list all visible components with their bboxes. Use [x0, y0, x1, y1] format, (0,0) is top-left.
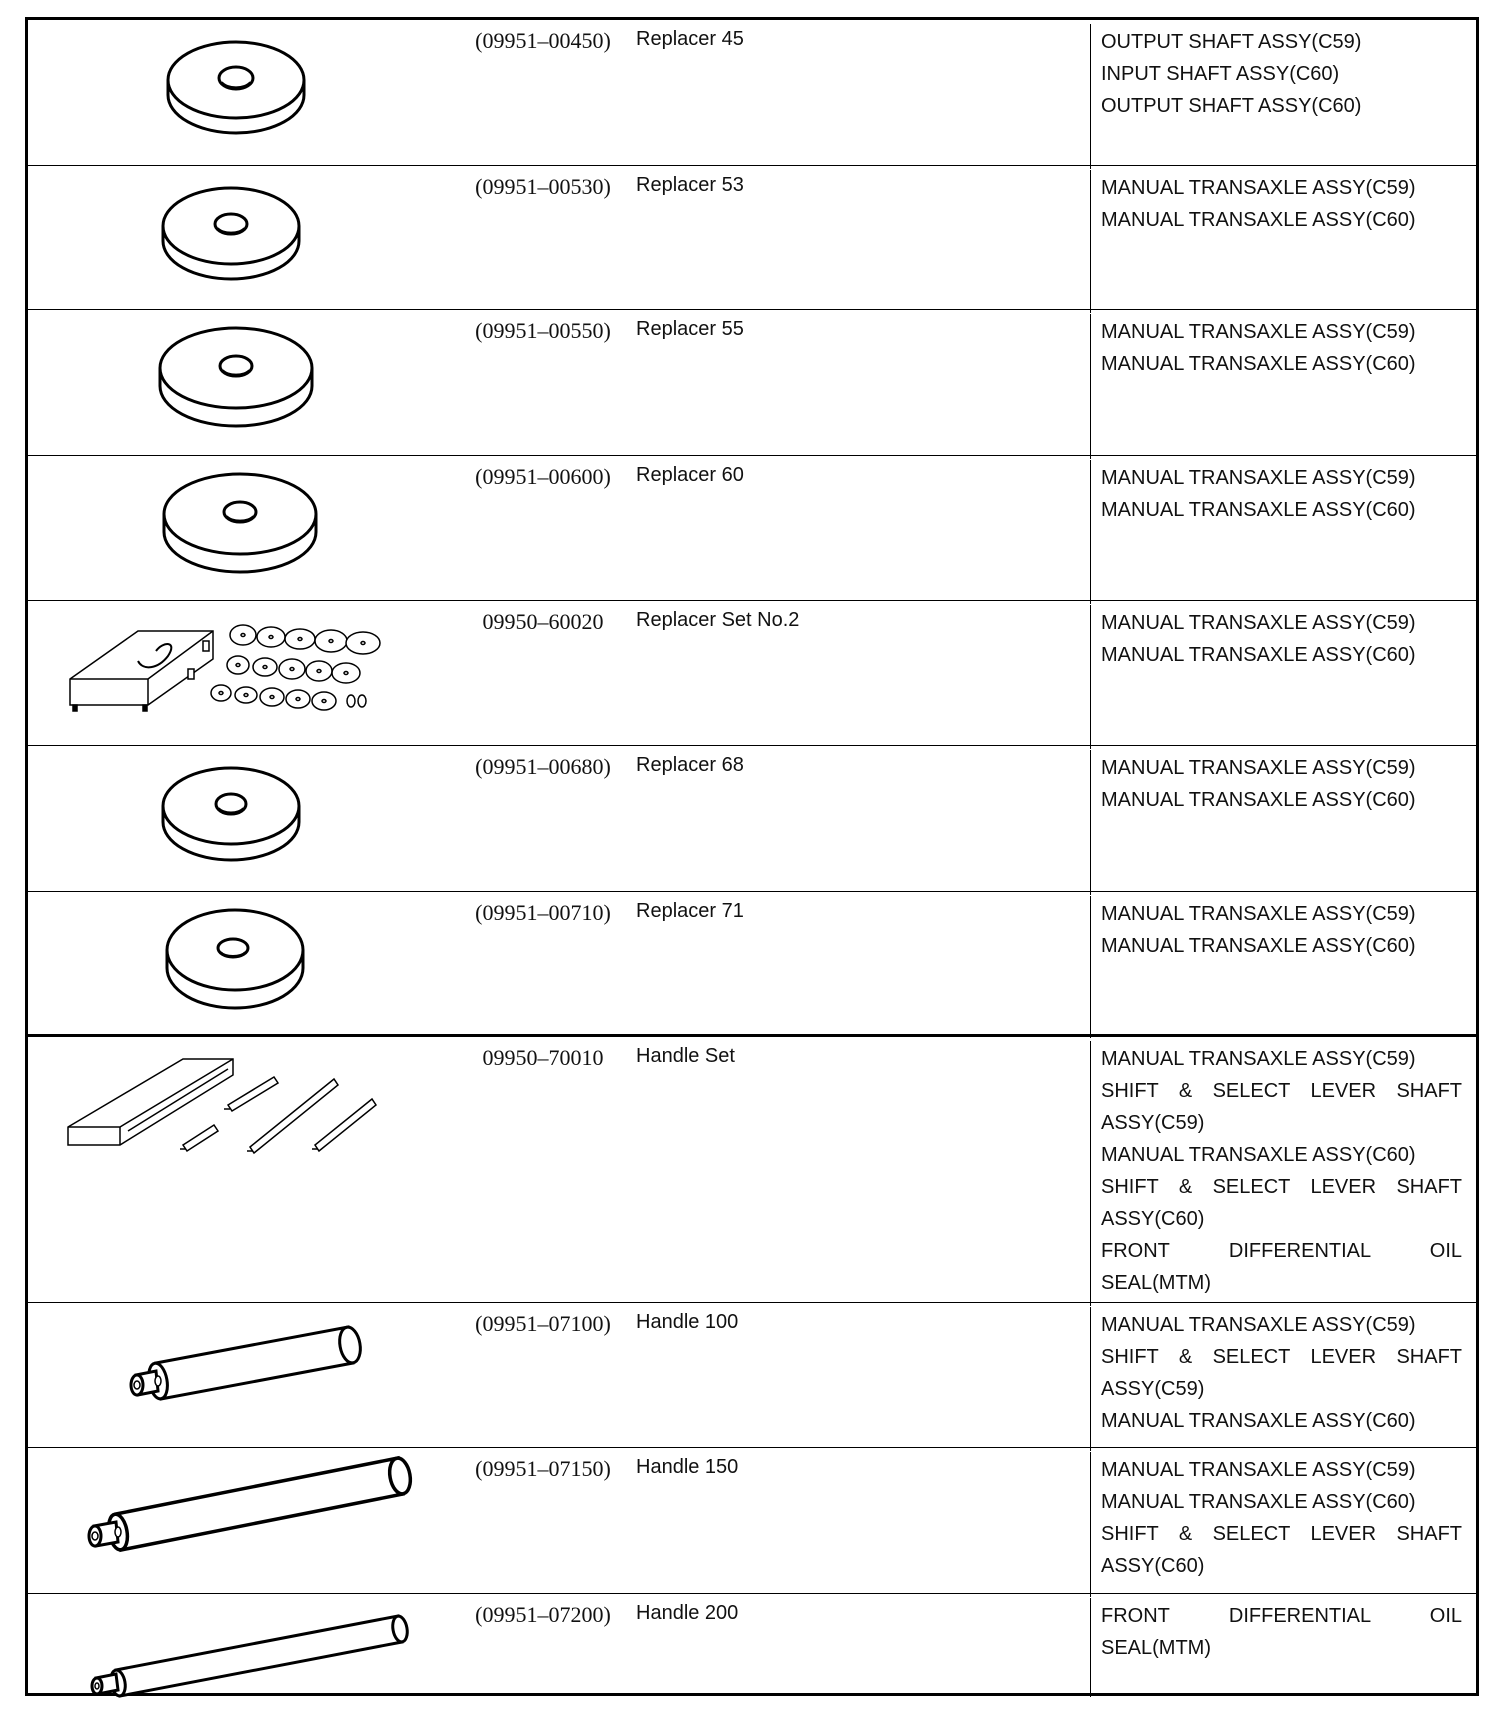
part-number: (09951–00530) — [475, 174, 611, 199]
tool-name: Handle 100 — [636, 1311, 739, 1333]
handle-bar-icon — [28, 1448, 428, 1593]
handle-bar-icon — [28, 1594, 428, 1693]
application-item: ASSY(C60) — [1101, 1208, 1205, 1230]
application-item: SHIFT & SELECT LEVER SHAFT — [1101, 1080, 1462, 1102]
tool-name: Replacer 60 — [636, 464, 744, 486]
tool-name: Replacer 71 — [636, 900, 744, 922]
tool-name: Handle Set — [636, 1045, 735, 1067]
replacer-disc-icon — [28, 166, 428, 309]
applications — [1090, 1598, 1476, 1697]
application-item: FRONT DIFFERENTIAL OIL — [1101, 1240, 1462, 1262]
application-item: MANUAL TRANSAXLE ASSY(C59) — [1101, 467, 1416, 489]
applications — [1090, 460, 1476, 604]
replacer-disc-icon — [28, 892, 428, 1034]
application-item: OUTPUT SHAFT ASSY(C60) — [1101, 95, 1362, 117]
applications — [1090, 1452, 1476, 1597]
table-row — [28, 1037, 1476, 1303]
tool-name: Replacer 55 — [636, 318, 744, 340]
part-number: (09951–00710) — [475, 900, 611, 925]
application-item: MANUAL TRANSAXLE ASSY(C60) — [1101, 1144, 1416, 1166]
application-item: MANUAL TRANSAXLE ASSY(C60) — [1101, 1491, 1416, 1513]
part-number: (09951–00600) — [475, 464, 611, 489]
table-row — [28, 1594, 1476, 1693]
application-item: SHIFT & SELECT LEVER SHAFT — [1101, 1176, 1462, 1198]
tool-name: Handle 150 — [636, 1456, 739, 1478]
table-row — [28, 1448, 1476, 1594]
replacer-disc-icon — [28, 746, 428, 891]
application-item: MANUAL TRANSAXLE ASSY(C59) — [1101, 321, 1416, 343]
application-item: ASSY(C60) — [1101, 1555, 1205, 1577]
tool-name: Replacer Set No.2 — [636, 609, 800, 631]
applications — [1090, 1041, 1476, 1306]
applications — [1090, 24, 1476, 169]
table-row — [28, 746, 1476, 892]
application-item: MANUAL TRANSAXLE ASSY(C60) — [1101, 1410, 1416, 1432]
application-item: SEAL(MTM) — [1101, 1637, 1211, 1659]
table-row — [28, 892, 1476, 1037]
table-row — [28, 166, 1476, 310]
applications — [1090, 750, 1476, 895]
part-number: 09950–60020 — [482, 609, 604, 634]
applications — [1090, 170, 1476, 313]
application-item: MANUAL TRANSAXLE ASSY(C60) — [1101, 789, 1416, 811]
replacer-disc-icon — [28, 456, 428, 600]
replacer-set-case-icon — [28, 601, 428, 745]
applications — [1090, 314, 1476, 459]
application-item: MANUAL TRANSAXLE ASSY(C59) — [1101, 1314, 1416, 1336]
application-item: ASSY(C59) — [1101, 1112, 1205, 1134]
part-number: (09951–00450) — [475, 28, 611, 53]
tool-name: Replacer 45 — [636, 28, 744, 50]
replacer-disc-icon — [28, 310, 428, 455]
table-row — [28, 601, 1476, 746]
application-item: INPUT SHAFT ASSY(C60) — [1101, 63, 1340, 85]
sst-table — [25, 17, 1479, 1696]
application-item: MANUAL TRANSAXLE ASSY(C60) — [1101, 209, 1416, 231]
application-item: MANUAL TRANSAXLE ASSY(C59) — [1101, 757, 1416, 779]
tool-name: Replacer 53 — [636, 174, 744, 196]
table-row — [28, 310, 1476, 456]
applications — [1090, 605, 1476, 749]
applications — [1090, 1307, 1476, 1451]
application-item: MANUAL TRANSAXLE ASSY(C59) — [1101, 903, 1416, 925]
part-number: (09951–00680) — [475, 754, 611, 779]
application-item: MANUAL TRANSAXLE ASSY(C60) — [1101, 935, 1416, 957]
application-item: MANUAL TRANSAXLE ASSY(C59) — [1101, 1459, 1416, 1481]
table-row — [28, 20, 1476, 166]
tool-name: Replacer 68 — [636, 754, 744, 776]
table-row — [28, 456, 1476, 601]
application-item: MANUAL TRANSAXLE ASSY(C60) — [1101, 644, 1416, 666]
application-item: SHIFT & SELECT LEVER SHAFT — [1101, 1523, 1462, 1545]
application-item: MANUAL TRANSAXLE ASSY(C59) — [1101, 1048, 1416, 1070]
application-item: MANUAL TRANSAXLE ASSY(C59) — [1101, 177, 1416, 199]
part-number: (09951–00550) — [475, 318, 611, 343]
applications — [1090, 896, 1476, 1038]
replacer-disc-icon — [28, 20, 428, 165]
application-item: OUTPUT SHAFT ASSY(C59) — [1101, 31, 1362, 53]
application-item: ASSY(C59) — [1101, 1378, 1205, 1400]
table-row — [28, 1303, 1476, 1448]
application-item: MANUAL TRANSAXLE ASSY(C60) — [1101, 353, 1416, 375]
part-number: (09951–07100) — [475, 1311, 611, 1336]
tool-name: Handle 200 — [636, 1602, 739, 1624]
handle-set-case-icon — [28, 1037, 428, 1302]
application-item: MANUAL TRANSAXLE ASSY(C59) — [1101, 612, 1416, 634]
handle-bar-icon — [28, 1303, 428, 1447]
application-item: FRONT DIFFERENTIAL OIL — [1101, 1605, 1462, 1627]
application-item: MANUAL TRANSAXLE ASSY(C60) — [1101, 499, 1416, 521]
part-number: (09951–07200) — [475, 1602, 611, 1627]
application-item: SEAL(MTM) — [1101, 1272, 1211, 1294]
part-number: (09951–07150) — [475, 1456, 611, 1481]
part-number: 09950–70010 — [482, 1045, 604, 1070]
application-item: SHIFT & SELECT LEVER SHAFT — [1101, 1346, 1462, 1368]
